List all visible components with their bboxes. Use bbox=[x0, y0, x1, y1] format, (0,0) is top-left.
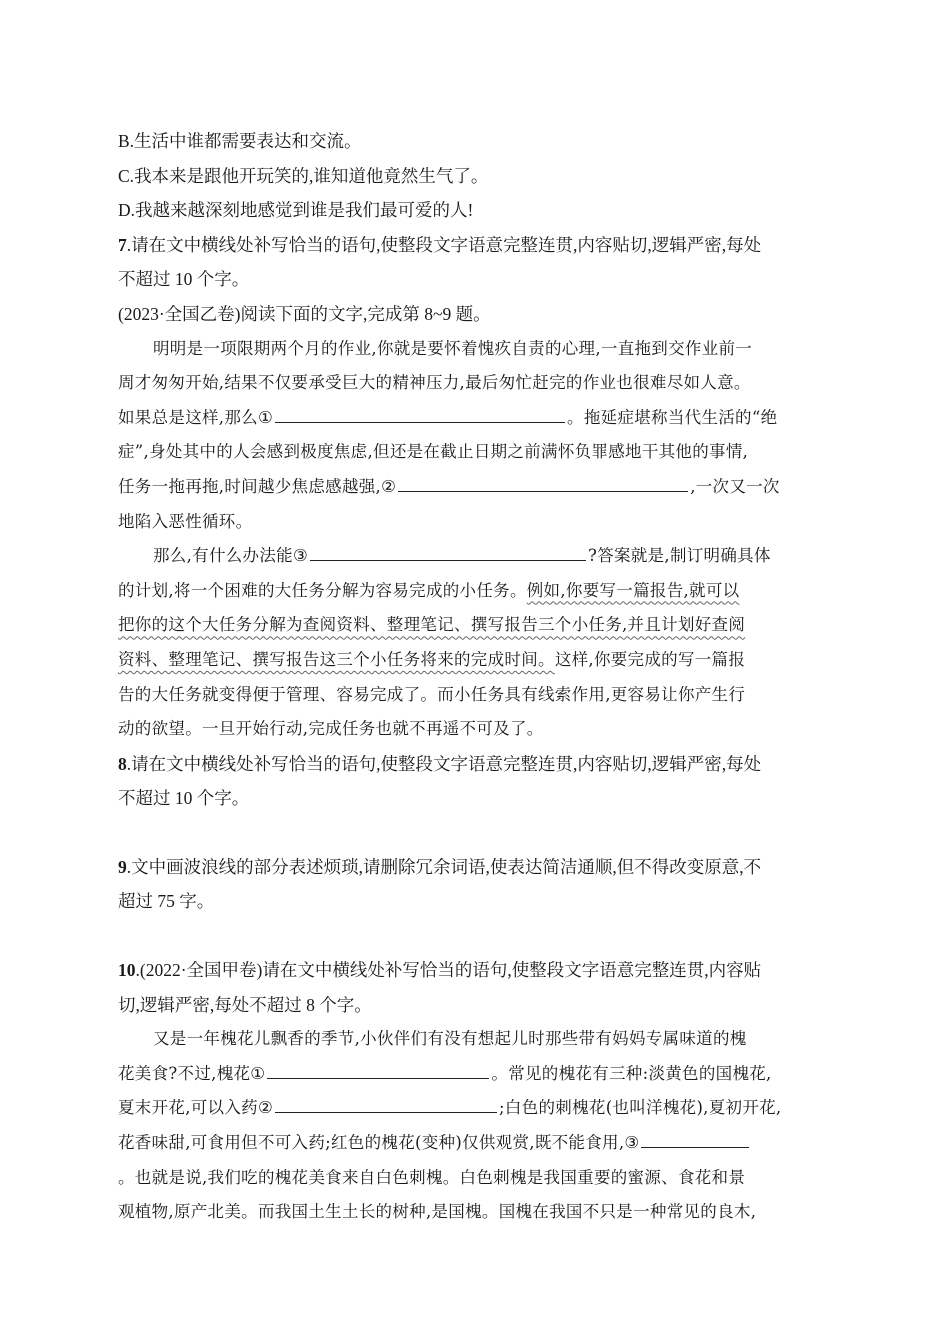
question-number: 8 bbox=[118, 753, 127, 774]
question-8-cont: 不超过 10 个字。 bbox=[118, 788, 250, 809]
passage1-line: 周才匆匆开始,结果不仅要承受巨大的精神压力,最后匆忙赶完的作业也很难尽如人意。 bbox=[118, 373, 751, 393]
wavy-text: 例如,你要写一篇报告,就可以 bbox=[526, 580, 740, 600]
passage2-line: 告的大任务就变得便于管理、容易完成了。而小任务具有线索作用,更容易让你产生行 bbox=[118, 684, 746, 704]
passage1-line bbox=[118, 401, 838, 436]
passage2-line bbox=[118, 539, 838, 574]
passage2-line bbox=[118, 643, 838, 678]
fill-blank[interactable] bbox=[310, 542, 586, 561]
wavy-text: 把你的这个大任务分解为查阅资料、整理笔记、撰写报告三个小任务,并且计划好查阅 bbox=[118, 615, 746, 635]
blank-marker: ③ bbox=[292, 546, 309, 566]
question-text: .请在文中横线处补写恰当的语句,使整段文字语意完整连贯,内容贴切,逻辑严密,每处 bbox=[126, 753, 762, 774]
passage1-line: 明明是一项限期两个月的作业,你就是要怀着愧疚自责的心理,一直拖到交作业前一 bbox=[153, 338, 753, 358]
passage3-line: 又是一年槐花儿飘香的季节,小伙伴们有没有想起儿时那些带有妈妈专属味道的槐 bbox=[153, 1029, 747, 1049]
passage2-line bbox=[118, 574, 838, 609]
question-number: 9 bbox=[118, 856, 127, 877]
text-span: 夏末开花,可以入药 bbox=[118, 1098, 258, 1118]
question-8 bbox=[118, 747, 838, 782]
option-d: D.我越来越深刻地感觉到谁是我们最可爱的人! bbox=[118, 200, 474, 221]
blank-marker: ① bbox=[250, 1063, 266, 1083]
fill-blank[interactable] bbox=[267, 1060, 489, 1079]
blank-marker: ③ bbox=[624, 1133, 640, 1153]
source-text: (2023·全国乙卷)阅读下面的文字,完成第 8~9 题。 bbox=[118, 303, 491, 324]
text-span: ,一次又一次 bbox=[690, 476, 780, 496]
text-span: 。常见的槐花有三种:淡黄色的国槐花, bbox=[491, 1063, 772, 1083]
option-b: B.生活中谁都需要表达和交流。 bbox=[118, 131, 362, 151]
passage2-line bbox=[118, 608, 838, 643]
passage3-line bbox=[118, 1126, 838, 1161]
blank-marker: ② bbox=[257, 1098, 274, 1118]
text-span: 。拖延症堪称当代生活的“绝 bbox=[567, 407, 778, 427]
fill-blank[interactable] bbox=[275, 1094, 497, 1113]
answer-space[interactable] bbox=[118, 816, 838, 850]
question-10-cont: 切,逻辑严密,每处不超过 8 个字。 bbox=[118, 994, 372, 1015]
document-page bbox=[118, 124, 838, 1230]
passage-source bbox=[118, 297, 838, 332]
text-span: 如果总是这样,那么 bbox=[118, 407, 258, 427]
question-9 bbox=[118, 850, 838, 885]
answer-space[interactable] bbox=[118, 919, 838, 953]
question-7 bbox=[118, 228, 838, 263]
text-span: 花美食?不过,槐花 bbox=[118, 1063, 251, 1083]
text-span: 任务一拖再拖,时间越少焦虑感越强, bbox=[118, 476, 382, 496]
passage3-line: 观植物,原产北美。而我国土生土长的树种,是国槐。国槐在我国不只是一种常见的良木, bbox=[118, 1202, 757, 1222]
fill-blank[interactable] bbox=[641, 1129, 749, 1148]
passage3-line: 。也就是说,我们吃的槐花美食来自白色刺槐。白色刺槐是我国重要的蜜源、食花和景 bbox=[118, 1167, 746, 1187]
question-9-cont: 超过 75 字。 bbox=[118, 891, 215, 912]
blank-marker: ① bbox=[257, 407, 274, 427]
question-text: .请在文中横线处补写恰当的语句,使整段文字语意完整连贯,内容贴切,逻辑严密,每处 bbox=[126, 234, 762, 255]
text-span: ;白色的刺槐花(也叫洋槐花),夏初开花, bbox=[499, 1098, 782, 1118]
text-span: 这样,你要完成的写一篇报 bbox=[554, 649, 746, 669]
fill-blank[interactable] bbox=[398, 473, 688, 492]
blank-marker: ② bbox=[381, 476, 397, 496]
option-c: C.我本来是跟他开玩笑的,谁知道他竟然生气了。 bbox=[118, 165, 489, 186]
passage1-line: 症”,身处其中的人会感到极度焦虑,但还是在截止日期之前满怀负罪感地干其他的事情, bbox=[118, 442, 749, 462]
fill-blank[interactable] bbox=[275, 404, 565, 423]
question-text: .(2022·全国甲卷)请在文中横线处补写恰当的语句,使整段文字语意完整连贯,内容贴 bbox=[135, 960, 762, 981]
question-number: 7 bbox=[118, 234, 127, 255]
passage3-line bbox=[118, 1057, 838, 1092]
passage1-line: 地陷入恶性循环。 bbox=[118, 511, 253, 531]
question-number: 10 bbox=[118, 960, 136, 981]
passage3-line bbox=[118, 1091, 838, 1126]
text-span: ?答案就是,制订明确具体 bbox=[588, 546, 771, 566]
question-10 bbox=[118, 953, 838, 988]
question-text: .文中画波浪线的部分表述烦琐,请删除冗余词语,使表达简洁通顺,但不得改变原意,不 bbox=[126, 856, 762, 877]
question-7-cont: 不超过 10 个字。 bbox=[118, 269, 250, 290]
text-span: 那么,有什么办法能 bbox=[153, 546, 293, 566]
wavy-text: 资料、整理笔记、撰写报告这三个小任务将来的完成时间。 bbox=[118, 649, 555, 669]
text-span: 的计划,将一个困难的大任务分解为容易完成的小任务。 bbox=[118, 580, 527, 600]
passage1-line bbox=[118, 470, 838, 505]
text-span: 花香味甜,可食用但不可入药;红色的槐花(变种)仅供观赏,既不能食用, bbox=[118, 1133, 625, 1153]
passage2-line: 动的欲望。一旦开始行动,完成任务也就不再遥不可及了。 bbox=[118, 719, 544, 739]
